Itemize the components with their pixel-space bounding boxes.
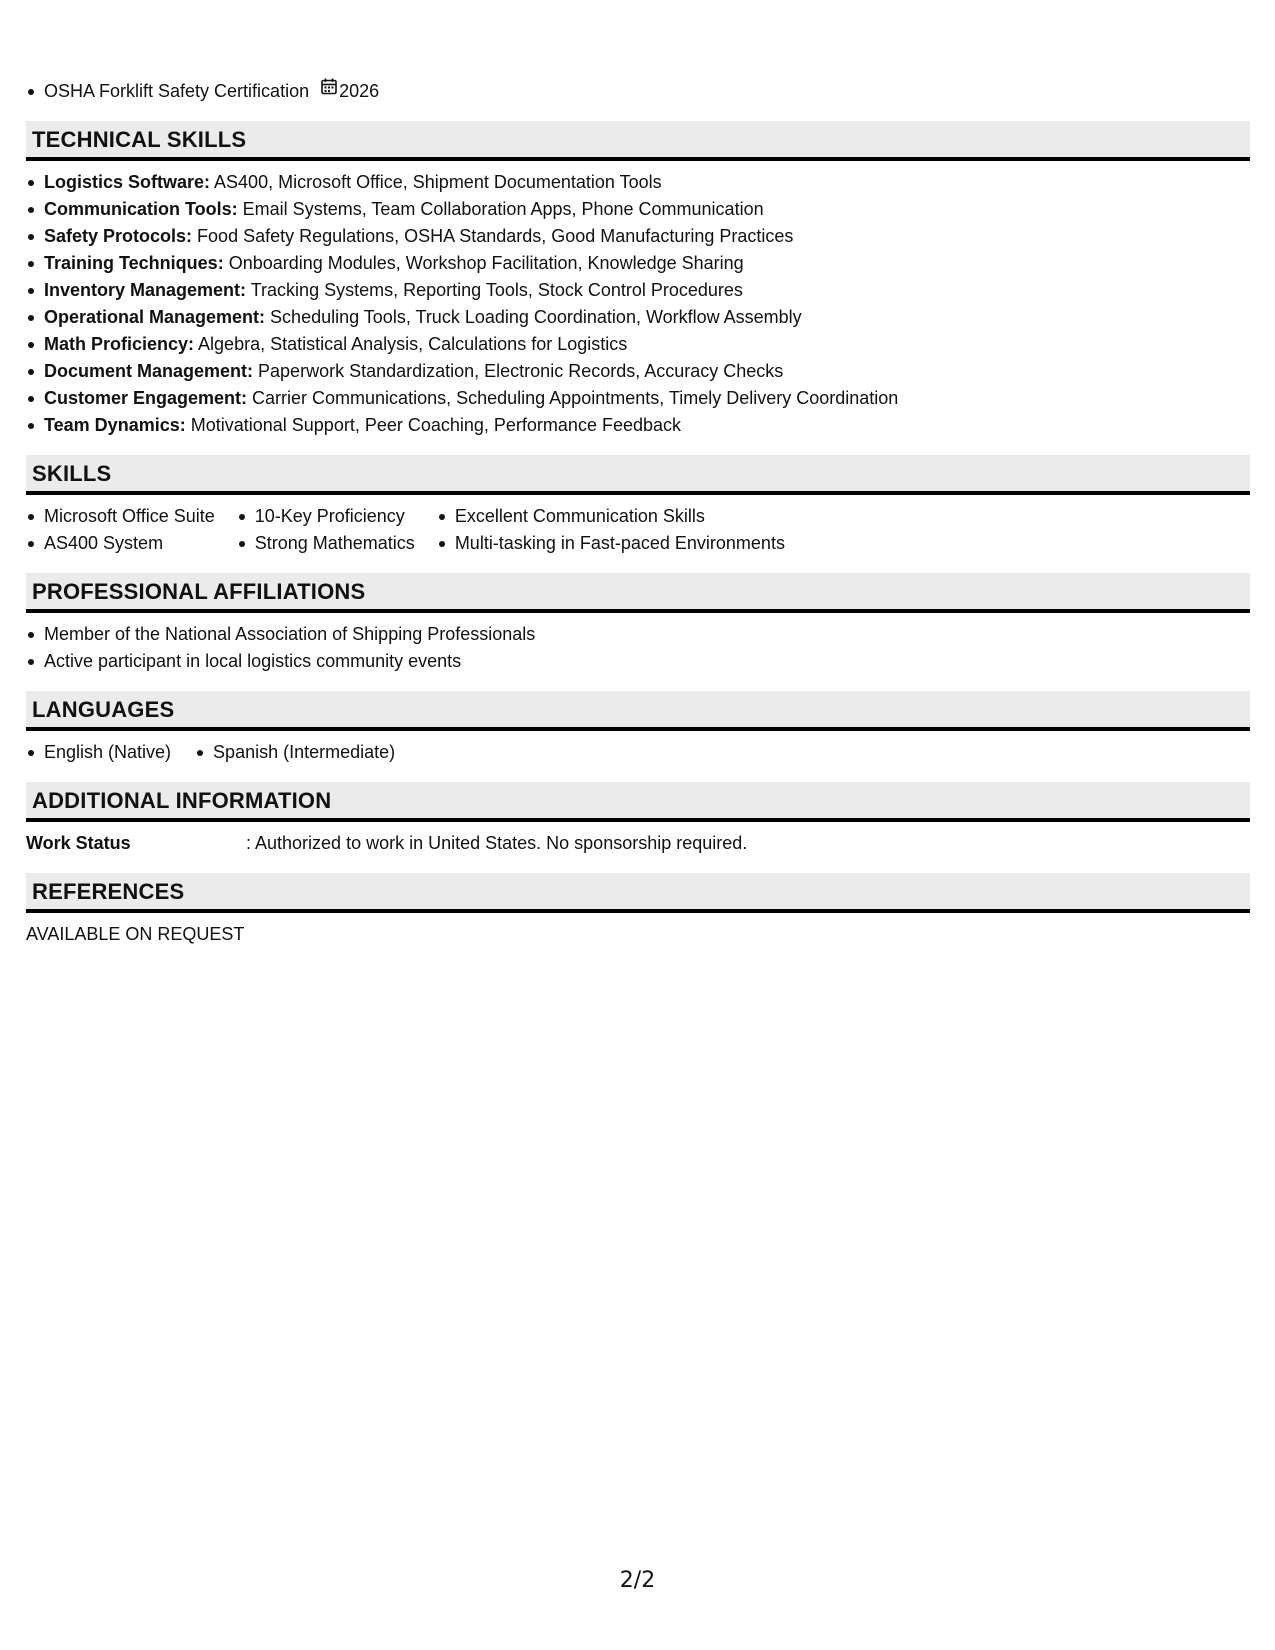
list-item: English (Native) [26, 739, 171, 766]
skill-label: Team Dynamics: [44, 415, 186, 435]
skill-value: AS400, Microsoft Office, Shipment Documentation Tools [210, 172, 662, 192]
skill-value: Email Systems, Team Collaboration Apps, Phone Communication [237, 199, 764, 219]
list-item: AS400 System [26, 530, 215, 557]
section-heading-skills: SKILLS [26, 455, 1250, 495]
skill-label: Training Techniques: [44, 253, 224, 273]
skill-label: Logistics Software: [44, 172, 211, 192]
technical-skills-list [26, 169, 1250, 439]
affiliations-list [26, 621, 1250, 675]
skills-column-1 [26, 503, 215, 557]
certification-name: OSHA Forklift Safety Certification [44, 81, 310, 101]
skill-value: Motivational Support, Peer Coaching, Performance Feedback [185, 415, 681, 435]
list-item [26, 78, 1250, 105]
list-item: Spanish (Intermediate) [195, 739, 395, 766]
skill-label: Math Proficiency: [44, 334, 195, 354]
skill-label: Customer Engagement: [44, 388, 248, 408]
references-text: AVAILABLE ON REQUEST [26, 924, 245, 944]
list-item: Microsoft Office Suite [26, 503, 215, 530]
section-heading-languages: LANGUAGES [26, 691, 1250, 731]
resume-page [26, 78, 1250, 948]
list-item: Member of the National Association of Shipping Professionals [26, 621, 1250, 648]
calendar-icon [321, 76, 337, 103]
skill-label: Communication Tools: [44, 199, 238, 219]
skills-column-2 [237, 503, 415, 557]
list-item: Multi-tasking in Fast-paced Environments [437, 530, 785, 557]
skills-columns [26, 503, 1250, 557]
skill-label: Inventory Management: [44, 280, 247, 300]
list-item: 10-Key Proficiency [237, 503, 415, 530]
work-status-label: Work Status [26, 833, 131, 853]
certification-list [26, 78, 1250, 105]
skill-value: Food Safety Regulations, OSHA Standards, Good Manufacturing Practices [192, 226, 794, 246]
skill-value: Algebra, Statistical Analysis, Calculations for Logistics [194, 334, 628, 354]
skill-label: Operational Management: [44, 307, 266, 327]
skill-value: Paperwork Standardization, Electronic Records, Accuracy Checks [253, 361, 784, 381]
list-item [26, 412, 1250, 439]
section-heading-references: REFERENCES [26, 873, 1250, 913]
list-item: Strong Mathematics [237, 530, 415, 557]
list-item: Active participant in local logistics community events [26, 648, 1250, 675]
certification-year: 2026 [339, 81, 380, 101]
list-item [26, 358, 1250, 385]
skills-column-3 [437, 503, 785, 557]
section-heading-additional-information: ADDITIONAL INFORMATION [26, 782, 1250, 822]
skill-value: Tracking Systems, Reporting Tools, Stock Control Procedures [246, 280, 743, 300]
page-number: 2/2 [619, 1568, 656, 1593]
languages-list [26, 739, 1250, 766]
work-status-value: : Authorized to work in United States. No sponsorship required. [246, 833, 748, 853]
skill-label: Document Management: [44, 361, 254, 381]
skill-value: Onboarding Modules, Workshop Facilitation, Knowledge Sharing [223, 253, 744, 273]
list-item [26, 223, 1250, 250]
section-heading-affiliations: PROFESSIONAL AFFILIATIONS [26, 573, 1250, 613]
skill-value: Carrier Communications, Scheduling Appointments, Timely Delivery Coordination [247, 388, 899, 408]
work-status-row [26, 830, 1250, 857]
list-item: Excellent Communication Skills [437, 503, 785, 530]
list-item [26, 385, 1250, 412]
section-heading-technical-skills: TECHNICAL SKILLS [26, 121, 1250, 161]
list-item [26, 331, 1250, 358]
list-item [26, 196, 1250, 223]
list-item [26, 277, 1250, 304]
skill-label: Safety Protocols: [44, 226, 193, 246]
list-item [26, 169, 1250, 196]
list-item [26, 250, 1250, 277]
skill-value: Scheduling Tools, Truck Loading Coordination, Workflow Assembly [265, 307, 802, 327]
list-item [26, 304, 1250, 331]
